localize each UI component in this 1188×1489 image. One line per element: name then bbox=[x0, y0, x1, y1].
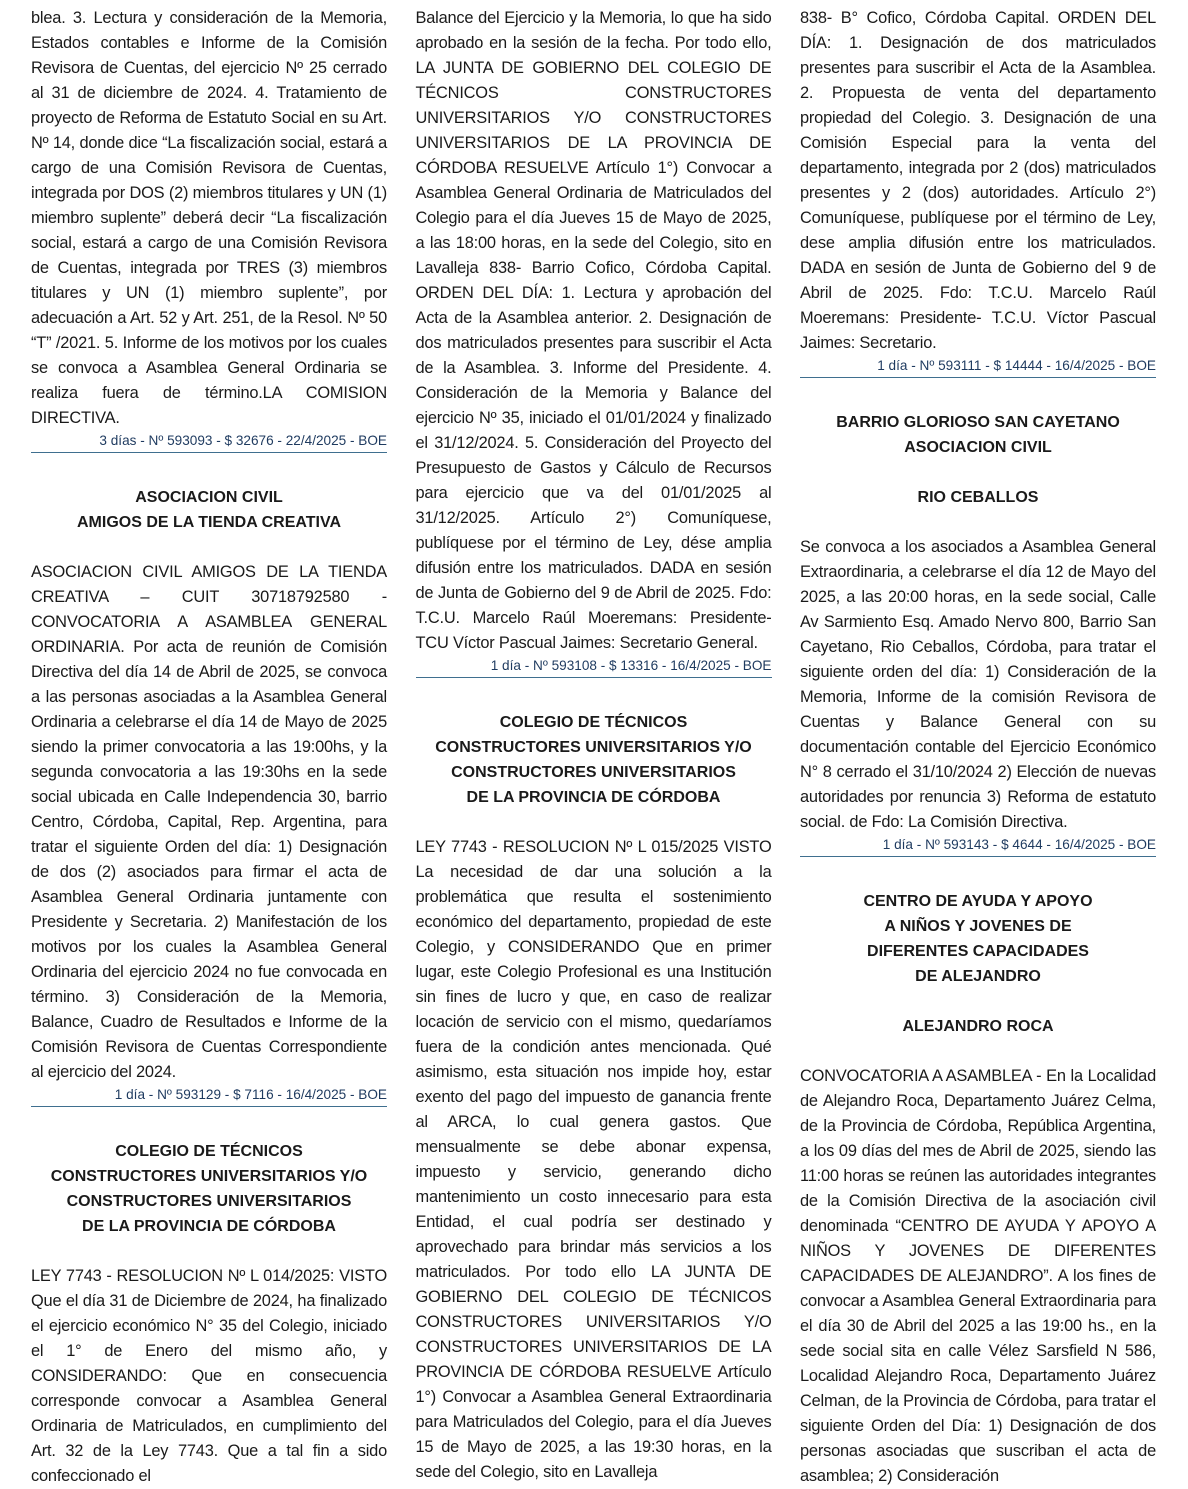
notice-heading: BARRIO GLORIOSO SAN CAYETANO ASOCIACION CIVIL bbox=[836, 414, 1120, 456]
column-2 bbox=[415, 6, 772, 1481]
notice-body: CONVOCATORIA A ASAMBLEA - En la Localidad de Alejandro Roca, Departamento Juárez Celma, de la Provincia de Córdoba, República Argentina, a los 09 días del mes de Abril de 2025, siendo las 11:00 horas se reúnen las autoridades integrantes de la Comisión Directiva de la asociación civil denominada “CENTRO DE AYUDA Y APOYO A NIÑOS Y JOVENES DE DIFERENTES CAPACIDADES DE ALEJANDRO”. A los fines de convocar a Asamblea General Extraordinaria para el día 30 de Abril del 2025 a las 19:00 hs., en la sede social sita en calle Vélez Sarsfield N 586, Localidad Alejandro Roca, Departamento Juárez Celman, de la Provincia de Córdoba, para tratar el siguiente Orden del Día: 1) Designación de dos personas asociadas que suscriban el acta de asamblea; 2) Consideración bbox=[800, 1067, 1156, 1485]
notice-subheading: RIO CEBALLOS bbox=[917, 489, 1039, 506]
notice-body: ASOCIACION CIVIL AMIGOS DE LA TIENDA CREATIVA – CUIT 30718792580 - CONVOCATORIA A ASAMBLEA GENERAL ORDINARIA. Por acta de reunión de Comisión Directiva del día 14 de Abril de 2025, se convoca a las personas asociadas a la Asamblea General Ordinaria a celebrarse el día 14 de Mayo de 2025 siendo la primer convocatoria a las 19:00hs, y la segunda convocatoria a las 19:30hs en la sede social ubicada en Calle Independencia 30, barrio Centro, Córdoba, Capital, Rep. Argentina, para tratar el siguiente Orden del día: 1) Designación de dos (2) asociados para firmar el acta de Asamblea General Ordinaria juntamente con Presidente y Secretaria. 2) Manifestación de los motivos por los cuales la Asamblea General Ordinaria del ejercicio 2024 no fue convocada en término. 3) Consideración de la Memoria, Balance, Cuadro de Resultados e Informe de la Comisión Revisora de Cuentas Correspondiente al ejercicio del 2024. bbox=[31, 563, 387, 1081]
notice-body: Se convoca a los asociados a Asamblea General Extraordinaria, a celebrarse el día 12 de Mayo del 2025, a las 20:00 horas, en la sede social, Calle Av Sarmiento Esq. Amado Nervo 800, Barrio San Cayetano, Rio Ceballos, Córdoba, para tratar el siguiente orden del día: 1) Consideración de la Memoria, Informe de la comisión Revisora de Cuentas y Balance General con su documentación contable del Ejercicio Económico N° 8 cerrado el 31/10/2024 2) Elección de nuevas autoridades por renuncia 3) Reforma de estatuto social. de Fdo: La Comisión Directiva. bbox=[800, 538, 1156, 831]
column-1 bbox=[31, 6, 387, 1485]
notice-footer: 1 día - Nº 593143 - $ 4644 - 16/4/2025 - BOE bbox=[800, 836, 1156, 857]
notice-subheading: ALEJANDRO ROCA bbox=[902, 1018, 1054, 1035]
notice-body: 838- B° Cofico, Córdoba Capital. ORDEN DEL DÍA: 1. Designación de dos matriculados presentes para suscribir el Acta de la Asamblea. 2. Propuesta de venta del departamento propiedad del Colegio. 3. Designación de una Comisión Especial para la venta del departamento, integrada por 2 (dos) matriculados presentes y 2 (dos) autoridades. Artículo 2°) Comuníquese, publíquese por el término de Ley, dese amplia difusión entre los matriculados. DADA en sesión de Junta de Gobierno del 9 de Abril de 2025. Fdo: T.C.U. Marcelo Raúl Moeremans: Presidente- T.C.U. Víctor Pascual Jaimes: Secretario. bbox=[800, 9, 1156, 352]
notice-body: LEY 7743 - RESOLUCION Nº L 014/2025: VISTO Que el día 31 de Diciembre de 2024, ha finalizado el ejercicio económico N° 35 del Colegio, iniciado el 1° de Enero del mismo año, y CONSIDERANDO: Que en consecuencia corresponde convocar a Asamblea General Ordinaria de Matriculados, en cumplimiento del Art. 32 de la Ley 7743. Que a tal fin a sido confeccionado el bbox=[31, 1267, 387, 1485]
bulletin-page bbox=[31, 6, 1156, 1485]
notice-footer: 3 días - Nº 593093 - $ 32676 - 22/4/2025 - BOE bbox=[31, 432, 387, 453]
notice-heading: CENTRO DE AYUDA Y APOYO A NIÑOS Y JOVENES DE DIFERENTES CAPACIDADES DE ALEJANDRO bbox=[863, 893, 1093, 985]
notice bbox=[31, 485, 387, 1107]
notice-body: blea. 3. Lectura y consideración de la Memoria, Estados contables e Informe de la Comisión Revisora de Cuentas, del ejercicio Nº 25 cerrado al 31 de diciembre de 2024. 4. Tratamiento de proyecto de Reforma de Estatuto Social en su Art. Nº 14, donde dice “La fiscalización social, estará a cargo de una Comisión Revisora de Cuentas, integrada por DOS (2) miembros titulares y UN (1) miembro suplente” deberá decir “La fiscalización social, estará a cargo de una Comisión Revisora de Cuentas, integrada por TRES (3) miembros titulares y UN (1) miembro suplente”, por adecuación a Art. 52 y Art. 251, de la Resol. Nº 50 “T” /2021. 5. Informe de los motivos por los cuales se convoca a Asamblea General Ordinaria se realiza fuera de término.LA COMISION DIRECTIVA. bbox=[31, 9, 387, 427]
notice bbox=[800, 410, 1156, 857]
notice bbox=[31, 6, 387, 453]
notice bbox=[31, 1139, 387, 1489]
notice-footer: 1 día - Nº 593129 - $ 7116 - 16/4/2025 - BOE bbox=[31, 1086, 387, 1107]
notice-body: LEY 7743 - RESOLUCION Nº L 015/2025 VISTO La necesidad de dar una solución a la problemática que resulta el sostenimiento económico del departamento, propiedad de este Colegio, y CONSIDERANDO Que en primer lugar, este Colegio Profesional es una Institución sin fines de lucro y que, en caso de realizar locación de servicio con el mismo, quedaríamos fuera de la condición antes mencionada. Qué asimismo, esta situación nos impide hoy, estar exento del pago del impuesto de ganancia frente al ARCA, lo cual genera gastos. Que mensualmente se debe abonar expensa, impuesto y servicio, generando dicho mantenimiento un costo innecesario para esta Entidad, el cual podría ser destinado y aprovechado para brindar más servicios a los matriculados. Por todo ello LA JUNTA DE GOBIERNO DEL COLEGIO DE TÉCNICOS CONSTRUCTORES UNIVERSITARIOS Y/O CONSTRUCTORES UNIVERSITARIOS DE LA PROVINCIA DE CÓRDOBA RESUELVE Artículo 1°) Convocar a Asamblea General Extraordinaria para Matriculados del Colegio, para el día Jueves 15 de Mayo de 2025, a las 19:30 horas, en la sede del Colegio, sito en Lavalleja bbox=[415, 838, 772, 1481]
notice bbox=[416, 6, 772, 678]
notice-heading: ASOCIACION CIVIL AMIGOS DE LA TIENDA CREATIVA bbox=[77, 489, 341, 531]
notice-footer: 1 día - Nº 593111 - $ 14444 - 16/4/2025 - BOE bbox=[800, 357, 1156, 378]
notice-heading: COLEGIO DE TÉCNICOS CONSTRUCTORES UNIVERSITARIOS Y/O CONSTRUCTORES UNIVERSITARIOS DE LA PROVINCIA DE CÓRDOBA bbox=[50, 1143, 368, 1235]
column-3 bbox=[800, 6, 1156, 1485]
notice-body: Balance del Ejercicio y la Memoria, lo que ha sido aprobado en la sesión de la fecha. Por todo ello, LA JUNTA DE GOBIERNO DEL COLEGIO DE TÉCNICOS CONSTRUCTORES UNIVERSITARIOS Y/O CONSTRUCTORES UNIVERSITARIOS DE LA PROVINCIA DE CÓRDOBA RESUELVE Artículo 1°) Convocar a Asamblea General Ordinaria de Matriculados del Colegio para el día Jueves 15 de Mayo de 2025, a las 18:00 horas, en la sede del Colegio, sito en Lavalleja 838- Barrio Cofico, Córdoba Capital. ORDEN DEL DÍA: 1. Lectura y aprobación del Acta de la Asamblea anterior. 2. Designación de dos matriculados presentes para suscribir el Acta de la Asamblea. 3. Informe del Presidente. 4. Consideración de la Memoria y Balance del ejercicio Nº 35, iniciado el 01/01/2024 y finalizado el 31/12/2024. 5. Consideración del Proyecto del Presupuesto de Gastos y Cálculo de Recursos para ejercicio que va del 01/01/2025 al 31/12/2025. Artículo 2°) Comuníquese, publíquese por el término de Ley, dése amplia difusión entre los matriculados. DADA en sesión de Junta de Gobierno del 9 de Abril de 2025. Fdo: T.C.U. Marcelo Raúl Moeremans: Presidente- TCU Víctor Pascual Jaimes: Secretario General. bbox=[415, 9, 772, 652]
notice-heading: COLEGIO DE TÉCNICOS CONSTRUCTORES UNIVERSITARIOS Y/O CONSTRUCTORES UNIVERSITARIOS DE LA PROVINCIA DE CÓRDOBA bbox=[435, 714, 752, 806]
notice bbox=[800, 889, 1156, 1489]
notice bbox=[800, 6, 1156, 378]
notice bbox=[416, 710, 772, 1485]
notice-footer: 1 día - Nº 593108 - $ 13316 - 16/4/2025 - BOE bbox=[416, 657, 772, 678]
